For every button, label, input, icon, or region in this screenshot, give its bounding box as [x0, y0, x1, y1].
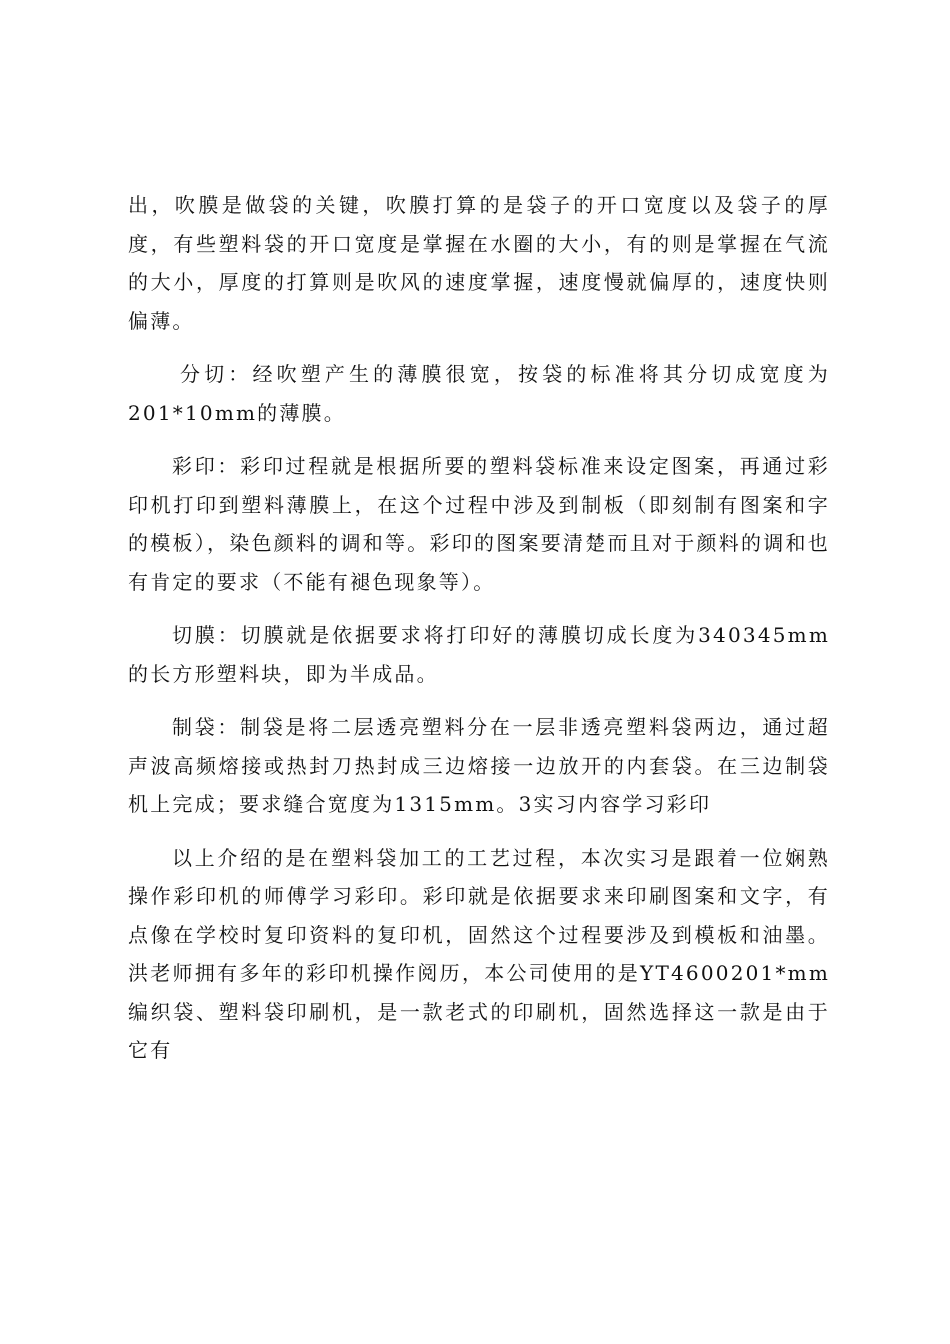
paragraph-slitting: 分切：经吹塑产生的薄膜很宽，按袋的标准将其分切成宽度为201*10mm的薄膜。: [128, 362, 830, 425]
paragraph-internship-content: 以上介绍的是在塑料袋加工的工艺过程，本次实习是跟着一位娴熟操作彩印机的师傅学习彩印。彩印就是依据要求来印刷图案和文字，有点像在学校时复印资料的复印机，固然这个过程要涉及到模板和油墨。洪老师拥有多年的彩印机操作阅历，本公司使用的是YT4600201*mm编织袋、塑料袋印刷机，是一款老式的印刷机，固然选择这一款是由于它有: [128, 845, 830, 1062]
paragraph-film-cutting: 切膜：切膜就是依据要求将打印好的薄膜切成长度为340345mm的长方形塑料块，即为半成品。: [128, 623, 830, 686]
paragraph-color-printing: 彩印：彩印过程就是根据所要的塑料袋标准来设定图案，再通过彩印机打印到塑料薄膜上，在这个过程中涉及到制板（即刻制有图案和字的模板），染色颜料的调和等。彩印的图案要清楚而且对于颜料的调和也有肯定的要求（不能有褪色现象等）。: [128, 454, 830, 594]
paragraph-bag-making: 制袋：制袋是将二层透亮塑料分在一层非透亮塑料袋两边，通过超声波高频熔接或热封刀热封成三边熔接一边放开的内套袋。在三边制袋机上完成；要求缝合宽度为1315mm。3实习内容学习彩印: [128, 715, 830, 816]
paragraph-blown-film: 出，吹膜是做袋的关键，吹膜打算的是袋子的开口宽度以及袋子的厚度，有些塑料袋的开口宽度是掌握在水圈的大小，有的则是掌握在气流的大小，厚度的打算则是吹风的速度掌握，速度慢就偏厚的，速度快则偏薄。: [128, 193, 830, 333]
document-body: [128, 186, 830, 1085]
